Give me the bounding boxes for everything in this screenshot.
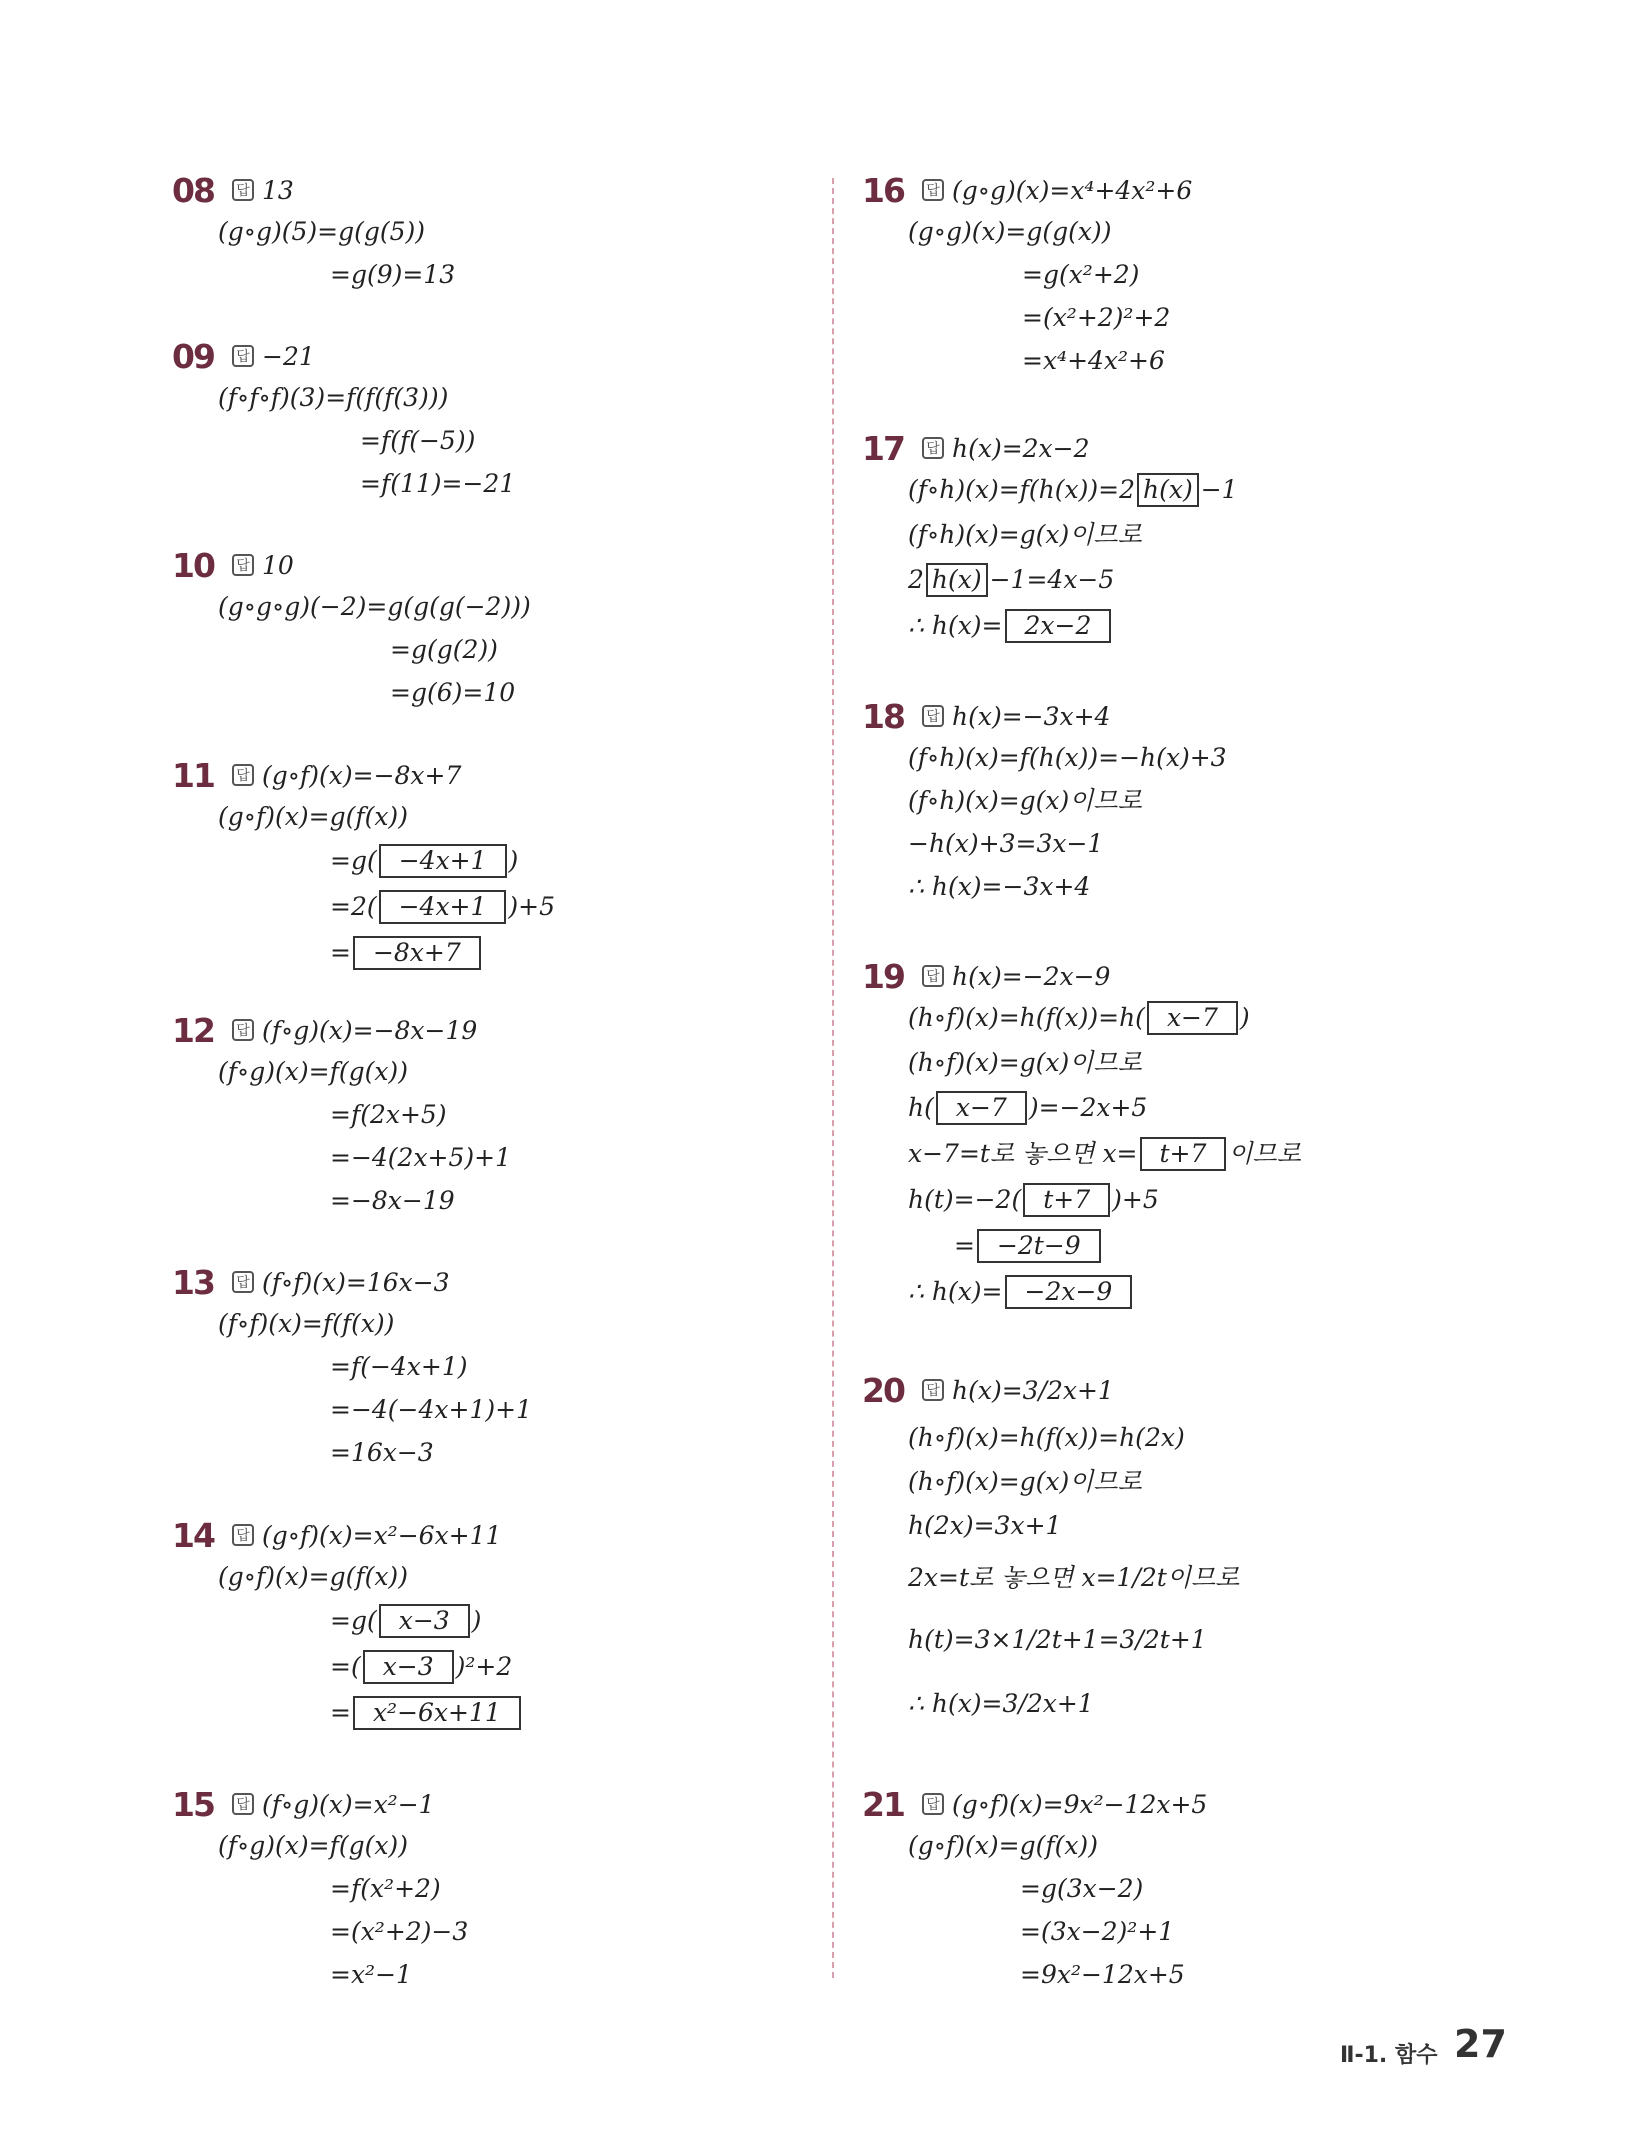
problem-number: 12 <box>172 1010 214 1050</box>
problem-number: 17 <box>862 428 904 468</box>
column-divider <box>832 178 834 1978</box>
step: = −8x+7 <box>330 933 483 973</box>
blank-box: x−3 <box>379 1604 470 1638</box>
blank-box: x−7 <box>1147 1001 1238 1035</box>
step: −h(x)+3=3x−1 <box>908 829 1104 858</box>
step: =−4(−4x+1)+1 <box>330 1395 532 1424</box>
answer-mark-icon: 답 <box>922 1793 944 1815</box>
answer: (g∘g)(x)=x⁴+4x²+6 <box>952 175 1193 205</box>
answer: 10 <box>262 550 294 580</box>
answer-mark-icon: 답 <box>922 179 944 201</box>
answer-mark-icon: 답 <box>232 764 254 786</box>
blank-box: t+7 <box>1023 1183 1110 1217</box>
answer: h(x)=−2x−9 <box>952 961 1111 991</box>
blank-box: t+7 <box>1140 1137 1227 1171</box>
answer: h(x)=2x−2 <box>952 433 1090 463</box>
step: (g∘g∘g)(−2)=g(g(g(−2))) <box>218 592 531 621</box>
step: =16x−3 <box>330 1438 434 1467</box>
step: =f(−4x+1) <box>330 1352 468 1381</box>
blank-box: x−7 <box>936 1091 1027 1125</box>
step: h(t)=−2( t+7 )+5 <box>908 1180 1159 1220</box>
problem-number: 11 <box>172 755 214 795</box>
step: h(2x)=3x+1 <box>908 1511 1062 1540</box>
problem-number: 15 <box>172 1784 214 1824</box>
step: (h∘f)(x)=h(f(x))=h(2x) <box>908 1423 1185 1452</box>
step: =g(x²+2) <box>1022 260 1140 289</box>
step: 2 h(x) −1=4x−5 <box>908 560 1114 600</box>
step: =−8x−19 <box>330 1186 455 1215</box>
step: =f(11)=−21 <box>360 469 516 498</box>
step: (f∘h)(x)=g(x)이므로 <box>908 520 1142 549</box>
blank-box: −2x−9 <box>1005 1275 1133 1309</box>
step: =f(x²+2) <box>330 1874 441 1903</box>
step: (f∘g)(x)=f(g(x)) <box>218 1057 408 1086</box>
answer-mark-icon: 답 <box>232 1019 254 1041</box>
problem-number: 19 <box>862 956 904 996</box>
problem-number: 18 <box>862 696 904 736</box>
step: =f(f(−5)) <box>360 426 476 455</box>
step: 2x=t로 놓으면 x=1/2t이므로 <box>908 1563 1240 1592</box>
step: (g∘g)(x)=g(g(x)) <box>908 217 1112 246</box>
step: ∴ h(x)=−3x+4 <box>908 872 1091 901</box>
step: (g∘f)(x)=g(f(x)) <box>218 802 408 831</box>
answer-mark-icon: 답 <box>922 1379 944 1401</box>
answer-mark-icon: 답 <box>232 179 254 201</box>
problem-number: 20 <box>862 1370 904 1410</box>
blank-box: h(x) <box>926 563 988 597</box>
step: =g(g(2)) <box>390 635 498 664</box>
step: =g( −4x+1 ) <box>330 841 518 881</box>
problem-number: 09 <box>172 336 214 376</box>
step: ∴ h(x)=3/2x+1 <box>908 1689 1094 1718</box>
step: =f(2x+5) <box>330 1100 447 1129</box>
step: (f∘h)(x)=f(h(x))=2 h(x) −1 <box>908 470 1238 510</box>
step: =g( x−3 ) <box>330 1601 481 1641</box>
answer-mark-icon: 답 <box>922 437 944 459</box>
answer-mark-icon: 답 <box>232 1271 254 1293</box>
problem-number: 13 <box>172 1262 214 1302</box>
step: x−7=t로 놓으면 x= t+7 이므로 <box>908 1134 1301 1174</box>
blank-box: x−3 <box>363 1650 454 1684</box>
answer: (f∘g)(x)=x²−1 <box>262 1789 435 1819</box>
step: =9x²−12x+5 <box>1020 1960 1185 1989</box>
problem-number: 14 <box>172 1515 214 1555</box>
blank-box: −2t−9 <box>977 1229 1101 1263</box>
answer-mark-icon: 답 <box>922 705 944 727</box>
step: (f∘f∘f)(3)=f(f(f(3))) <box>218 383 449 412</box>
answer-mark-icon: 답 <box>232 554 254 576</box>
answer-mark-icon: 답 <box>232 1793 254 1815</box>
step: (f∘g)(x)=f(g(x)) <box>218 1831 408 1860</box>
step: (f∘h)(x)=f(h(x))=−h(x)+3 <box>908 743 1227 772</box>
step: (g∘f)(x)=g(f(x)) <box>218 1562 408 1591</box>
step: ∴ h(x)= −2x−9 <box>908 1272 1134 1312</box>
answer: h(x)=3/2x+1 <box>952 1375 1114 1405</box>
answer-mark-icon: 답 <box>232 1524 254 1546</box>
answer: 13 <box>262 175 294 205</box>
blank-box: h(x) <box>1137 473 1199 507</box>
step: h(t)=3×1/2t+1=3/2t+1 <box>908 1625 1207 1654</box>
step: =(x²+2)−3 <box>330 1917 469 1946</box>
step: (h∘f)(x)=g(x)이므로 <box>908 1467 1142 1496</box>
answer: (g∘f)(x)=x²−6x+11 <box>262 1520 502 1550</box>
answer: −21 <box>262 341 315 371</box>
step: = x²−6x+11 <box>330 1693 523 1733</box>
step: (g∘f)(x)=g(f(x)) <box>908 1831 1098 1860</box>
step: h( x−7 )=−2x+5 <box>908 1088 1147 1128</box>
step: (g∘g)(5)=g(g(5)) <box>218 217 426 246</box>
problem-number: 10 <box>172 545 214 585</box>
step: = −2t−9 <box>954 1226 1103 1266</box>
page-number: 27 <box>1454 2022 1507 2066</box>
problem-number: 21 <box>862 1784 904 1824</box>
answer-mark-icon: 답 <box>232 345 254 367</box>
step: =g(9)=13 <box>330 260 456 289</box>
step: ∴ h(x)= 2x−2 <box>908 606 1113 646</box>
step: (h∘f)(x)=g(x)이므로 <box>908 1048 1142 1077</box>
step: (f∘f)(x)=f(f(x)) <box>218 1309 395 1338</box>
blank-box: −4x+1 <box>379 844 507 878</box>
answer: h(x)=−3x+4 <box>952 701 1111 731</box>
blank-box: x²−6x+11 <box>353 1696 521 1730</box>
step: (f∘h)(x)=g(x)이므로 <box>908 786 1142 815</box>
footer-section: Ⅱ-1. 함수 <box>1340 2043 1438 2068</box>
step: =g(3x−2) <box>1020 1874 1144 1903</box>
step: =−4(2x+5)+1 <box>330 1143 512 1172</box>
blank-box: 2x−2 <box>1005 609 1112 643</box>
answer: (g∘f)(x)=−8x+7 <box>262 760 462 790</box>
answer: (f∘f)(x)=16x−3 <box>262 1267 450 1297</box>
problem-number: 08 <box>172 170 214 210</box>
step: =x²−1 <box>330 1960 412 1989</box>
answer: (g∘f)(x)=9x²−12x+5 <box>952 1789 1208 1819</box>
problem-number: 16 <box>862 170 904 210</box>
step: =( x−3 )²+2 <box>330 1647 512 1687</box>
step: =(3x−2)²+1 <box>1020 1917 1175 1946</box>
answer: (f∘g)(x)=−8x−19 <box>262 1015 478 1045</box>
answer-mark-icon: 답 <box>922 965 944 987</box>
blank-box: −4x+1 <box>379 890 507 924</box>
step: (h∘f)(x)=h(f(x))=h( x−7 ) <box>908 998 1250 1038</box>
step: =g(6)=10 <box>390 678 516 707</box>
blank-box: −8x+7 <box>353 936 481 970</box>
step: =x⁴+4x²+6 <box>1022 346 1165 375</box>
step: =(x²+2)²+2 <box>1022 303 1171 332</box>
step: =2( −4x+1 )+5 <box>330 887 555 927</box>
